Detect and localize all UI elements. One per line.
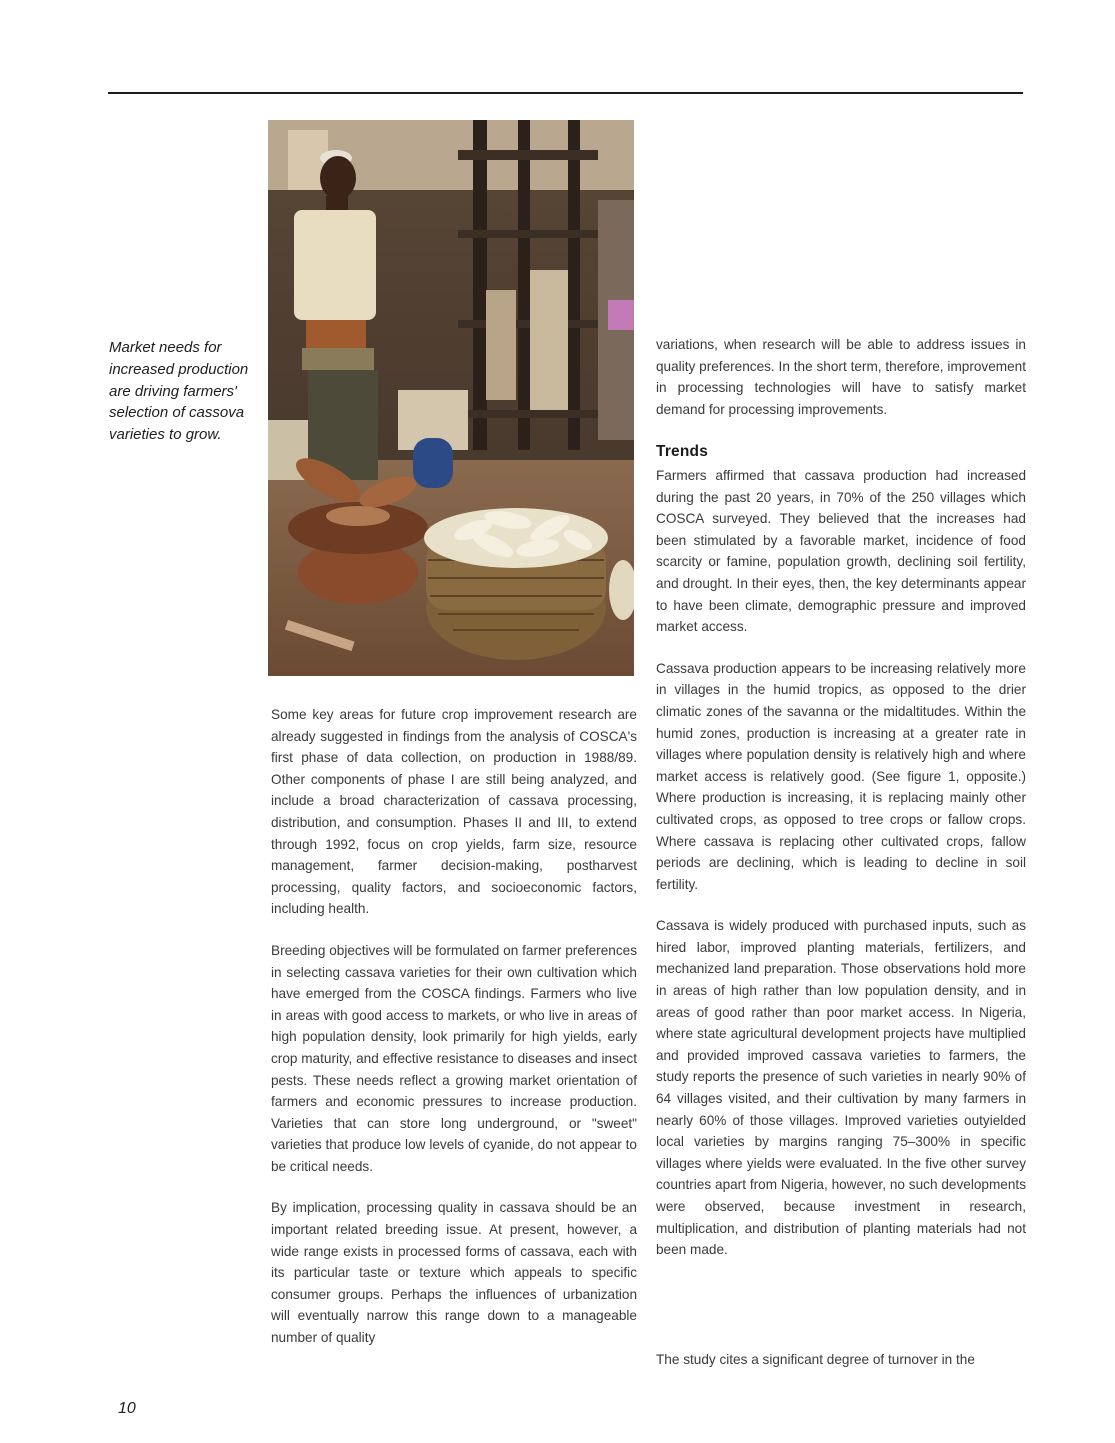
right-paragraph-2: Cassava production appears to be increasing relatively more in villages in the humid tropics, as opposed to the drier climatic zones of the savanna or the midaltitudes. Within the humid zones, production is increasing at a greater rate in villages where population density is relatively high and where market access is relatively good. (See figure 1, opposite.) Where production is increasing, it is replacing mainly other cultivated crops, as opposed to tree crops or fallow crops. Where cassava is replacing other cultivated crops, fallow periods are declining, which is leading to decline in soil fertility. [656, 660, 1026, 892]
right-paragraph-3: Cassava is widely produced with purchased inputs, such as hired labor, improved planting materials, fertilizers, and mechanized land preparation. Those observations hold more in areas of high rather than low population density, and in areas of good rather than poor market access. In Nigeria, where state agricultural development projects have multiplied and provided improved cassava varieties to farmers, the study reports the presence of such varieties in nearly 90% of 64 villages visited, and their cultivation by many farmers in nearly 60% of those villages. Improved varieties outyielded local varieties by margins ranging 75–300% in specific villages where yields were evaluated. In the five other survey countries apart from Nigeria, however, no such developments were observed, because investment in research, multiplication, and distribution of planting materials had not been made. [656, 918, 1026, 1258]
trends-heading: Trends [656, 443, 709, 460]
left-paragraph-2: Breeding objectives will be formulated on farmer preferences in selecting cassava varieties for their own cultivation which have emerged from the COSCA findings. Farmers who live in areas with good access to markets, or who live in areas of high population density, look primarily for high yields, early crop maturity, and effective resistance to diseases and insect pests. These needs reflect a growing market orientation of farmers and economic pressures to increase production. Varieties that can store long underground, or "sweet" varieties that produce low levels of cyanide, do not appear to be critical needs. [271, 942, 637, 1174]
page-number: 10 [118, 1400, 136, 1417]
right-last-line: The study cites a significant degree of turnover in the [656, 1352, 975, 1367]
right-intro-paragraph: variations, when research will be able to address issues in quality preferences. In the short term, therefore, improvement in processing technologies will have to satisfy market demand for processing improvements. [656, 337, 1026, 417]
right-column-trends [656, 441, 1026, 1261]
market-photo [268, 120, 634, 676]
left-paragraph-1: Some key areas for future crop improvement research are already suggested in findings from the analysis of COSCA's first phase of data collection, on production in 1988/89. Other components of phase I are still being analyzed, and include a broad characterization of cassava processing, distribution, and consumption. Phases II and III, to extend through 1992, focus on crop yields, farm size, resource management, farmer decision-making, postharvest processing, quality factors, and socioeconomic factors, including health. [271, 707, 637, 917]
left-paragraph-3: By implication, processing quality in cassava should be an important related breeding issue. At present, however, a wide range exists in processed forms of cassava, each with its particular taste or texture which appeals to specific consumer groups. Perhaps the influences of urbanization will eventually narrow this range down to a manageable number of quality [271, 1200, 637, 1346]
right-column-last-line [656, 1349, 1026, 1371]
left-column [271, 704, 637, 1349]
photo-caption: Market needs for increased production are driving farmers' selection of cassova varieties to grow. [109, 339, 249, 444]
right-paragraph-1: Farmers affirmed that cassava production had increased during the past 20 years, in 70% of the 250 villages which COSCA surveyed. They believed that the increases had been stimulated by a favorable market, incidence of food scarcity or famine, population growth, declining soil fertility, and drought. In their eyes, then, the key determinants appear to have been climate, demographic pressure and improved market access. [656, 468, 1026, 635]
right-column-intro [656, 334, 1026, 420]
top-rule [108, 92, 1023, 94]
